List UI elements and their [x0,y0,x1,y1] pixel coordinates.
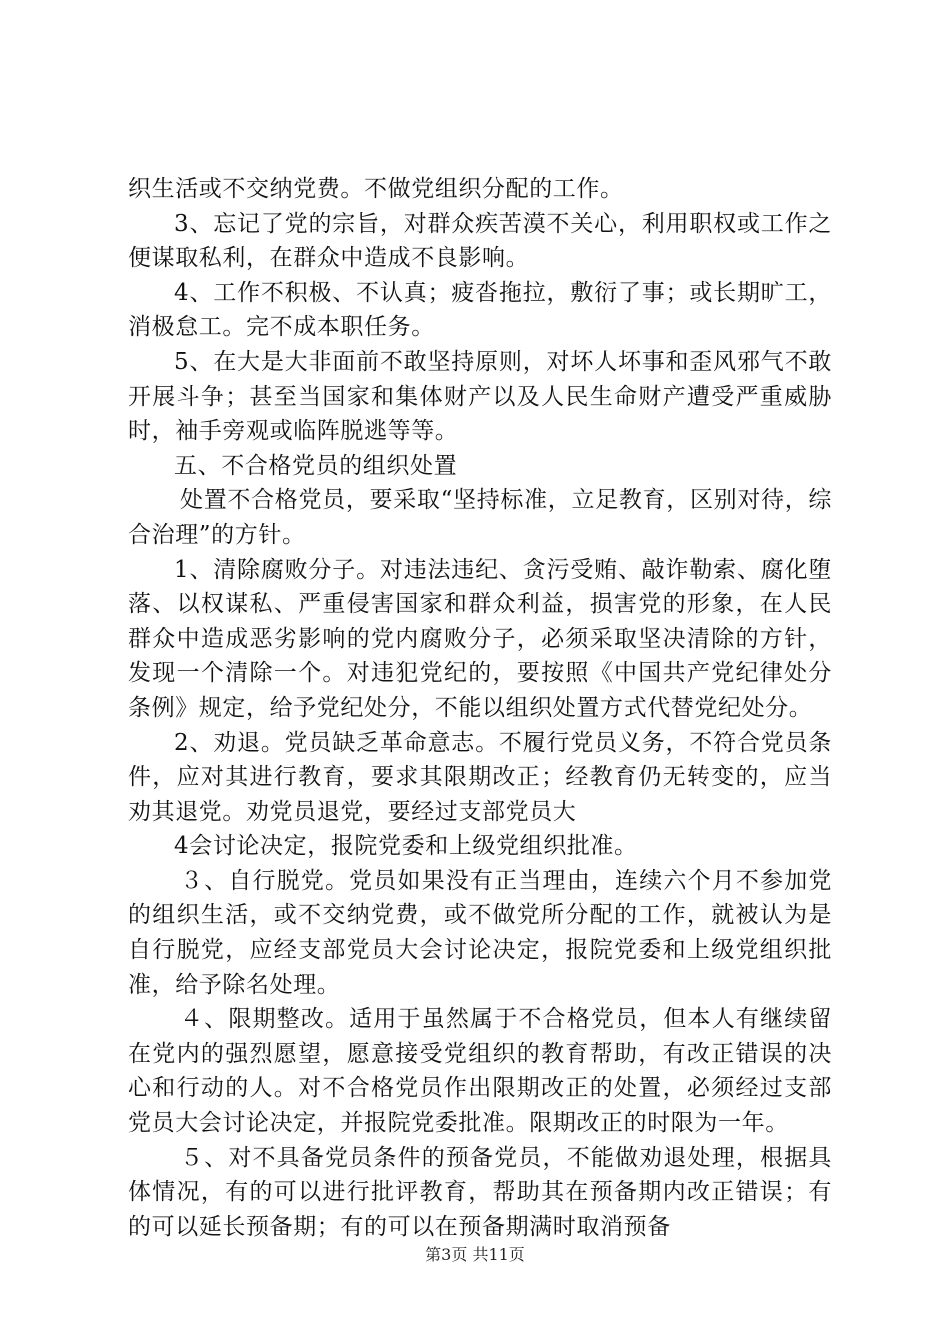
paragraph-continuation: 织生活或不交纳党费。不做党组织分配的工作。 [128,176,624,202]
paragraph-item-3: 3、忘记了党的宗旨，对群众疾苦漠不关心，利用职权或工作之便谋取私利，在群众中造成不良影响。 [128,210,832,272]
document-body [128,172,832,1244]
paragraph-disposal-2: 2、劝退。党员缺乏革命意志。不履行党员义务，不符合党员条件，应对其进行教育，要求其限期改正；经教育仍无转变的，应当劝其退党。劝党员退党，要经过支部党员大 [128,729,832,825]
paragraph-disposal-5: ５、对不具备党员条件的预备党员，不能做劝退处理，根据具体情况，有的可以进行批评教育，帮助其在预备期内改正错误；有的可以延长预备期；有的可以在预备期满时取消预备 [128,1144,832,1240]
paragraph-disposal-1: 1、清除腐败分子。对违法违纪、贪污受贿、敲诈勒索、腐化堕落、以权谋私、严重侵害国家和群众利益，损害党的形象，在人民群众中造成恶劣影响的党内腐败分子，必须采取坚决清除的方针，发现一个清除一个。对违犯党纪的，要按照《中国共产党纪律处分条例》规定，给予党纪处分，不能以组织处置方式代替党纪处分。 [128,556,832,721]
paragraph-disposal-2-continued: 4会讨论决定，报院党委和上级党组织批准。 [174,833,638,860]
paragraph-policy: 处置不合格党员，要采取“坚持标准，立足教育，区别对待，综合治理”的方针。 [128,487,832,548]
paragraph-disposal-3: ３、自行脱党。党员如果没有正当理由，连续六个月不参加党的组织生活，或不交纳党费，或不做党所分配的工作，就被认为是自行脱党，应经支部党员大会讨论决定，报院党委和上级党组织批准，给予除名处理。 [128,867,832,998]
page-number-footer: 第3页 共11页 [425,1245,525,1264]
paragraph-item-4: 4、工作不积极、不认真；疲沓拖拉，敷衍了事；或长期旷工，消极怠工。完不成本职任务。 [128,279,832,341]
section-heading-5: 五、不合格党员的组织处置 [174,452,458,479]
paragraph-item-5: 5、在大是大非面前不敢坚持原则，对坏人坏事和歪风邪气不敢开展斗争；甚至当国家和集体财产以及人民生命财产遭受严重威胁时，袖手旁观或临阵脱逃等等。 [128,348,832,445]
paragraph-disposal-4: ４、限期整改。适用于虽然属于不合格党员，但本人有继续留在党内的强烈愿望，愿意接受党组织的教育帮助，有改正错误的决心和行动的人。对不合格党员作出限期改正的处置，必须经过支部党员大会讨论决定，并报院党委批准。限期改正的时限为一年。 [128,1006,832,1137]
